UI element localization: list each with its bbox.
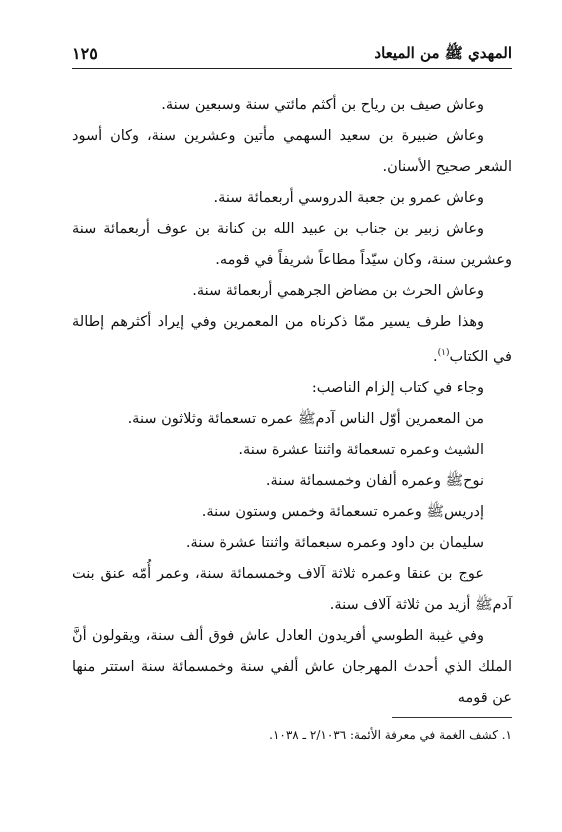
paragraph: وعاش زبير بن جناب بن عبيد الله بن كنانة بن عوف أربعمائة سنة وعشرين سنة، وكان سيّداً مطاعاً شريفاً في قومه. bbox=[72, 221, 512, 268]
paragraph: وعاش الحرث بن مضاض الجرهمي أربعمائة سنة. bbox=[192, 283, 484, 299]
paragraph: سليمان بن داود وعمره سبعمائة واثنتا عشرة سنة. bbox=[185, 534, 484, 551]
paragraph: وجاء في كتاب إلزام الناصب: bbox=[311, 379, 484, 396]
footnote-divider bbox=[392, 717, 512, 718]
paragraph: الشيث وعمره تسعمائة واثنتا عشرة سنة. bbox=[238, 441, 484, 458]
footnote-reference[interactable]: (١) bbox=[437, 348, 450, 358]
paragraph: نوحﷺ وعمره ألفان وخمسمائة سنة. bbox=[265, 472, 484, 489]
paragraph-text: وهذا طرف يسير ممّا ذكرناه من المعمرين وفي إيراد أكثرهم إطالة في الكتاب bbox=[72, 314, 512, 365]
footnote: ١. كشف الغمة في معرفة الأئمة: ٢/١٠٣٦ ـ ١٠٣٨. bbox=[269, 728, 512, 742]
paragraph: وعاش صيف بن رياح بن أكثم مائتي سنة وسبعين سنة. bbox=[161, 97, 484, 113]
paragraph: وفي غيبة الطوسي أفريدون العادل عاش فوق ألف سنة، ويقولون أنَّ الملك الذي أحدث المهرجان عاش ألفي سنة وخمسمائة سنة استتر منها عن قومه bbox=[72, 627, 512, 706]
paragraph: عوج بن عنقا وعمره ثلاثة آلاف وخمسمائة سنة، وعمر أُمّه عنق بنت آدمﷺ أزيد من ثلاثة آلاف سنة. bbox=[72, 565, 512, 613]
body-text bbox=[72, 90, 512, 714]
paragraph-with-footnote: وهذا طرف يسير ممّا ذكرناه من المعمرين وفي إيراد أكثرهم إطالة في الكتاب$^{(١)}$. bbox=[72, 314, 512, 365]
paragraph: من المعمرين أوّل الناس آدمﷺ عمره تسعمائة وثلاثون سنة. bbox=[127, 410, 484, 427]
page-header bbox=[72, 42, 512, 69]
paragraph: وعاش عمرو بن جعبة الدروسي أربعمائة سنة. bbox=[213, 190, 484, 206]
page-number: ١٢٥ bbox=[72, 44, 98, 63]
paragraph: وعاش ضبيرة بن سعيد السهمي مأتين وعشرين سنة، وكان أسود الشعر صحيح الأسنان. bbox=[72, 128, 512, 175]
running-title: المهدي ﷺ من الميعاد bbox=[374, 44, 512, 62]
paragraph: إدريسﷺ وعمره تسعمائة وخمس وستون سنة. bbox=[201, 503, 484, 520]
